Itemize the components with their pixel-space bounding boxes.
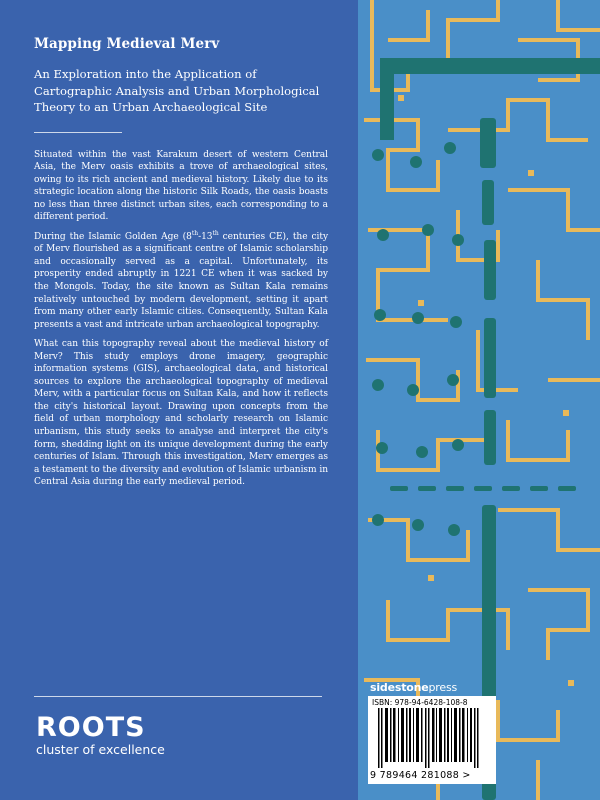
blurb-paragraph-3: What can this topography reveal about the medieval history of Merv? This study employs drone imagery, geographic information systems (GIS), archaeological data, and historical sources to explore the archaeological topography of medieval Merv, with a particular focus on Sultan Kala, and how it reflects the city's historical layout. Drawing upon concepts from the field of urban morphology and scholarly research on Islamic urbanism, this study seeks to analyse and interpret the city's form, shedding light on its unique development during the early centuries of Islam. Through this investigation, Merv emerges as a testament to the diversity and evolution of Islamic urbanism in Central Asia during the early medieval period. [34, 339, 328, 488]
site-plan-graphic [358, 0, 600, 800]
divider [34, 132, 122, 133]
map-illustration [358, 0, 600, 800]
blurb-paragraph-1: Situated within the vast Karakum desert of western Central Asia, the Merv oasis exhibits a trove of archaeological sites, owing to its rich ancient and medieval history. Likely due to its strategic location along the historic Silk Roads, the oasis boasts no less than three distinct urban sites, each corresponding to a different period. [34, 149, 328, 223]
back-cover-text [34, 36, 328, 496]
barcode-digits: 9 789464 281088 > [370, 770, 471, 781]
logo-subtitle: cluster of excellence [36, 742, 165, 757]
blurb-paragraph-2: During the Islamic Golden Age (8th-13th centuries CE), the city of Merv flourished as a significant centre of Islamic scholarship and occasionally served as a capital. Unfortunately, its prosperity ended abruptly in 1221 CE when it was sacked by the Mongols. Today, the site known as Sultan Kala remains relatively untouched by modern development, setting it apart from many other early Islamic cities. Consequently, Sultan Kala presents a vast and intricate urban archaeological topography. [34, 229, 328, 330]
isbn-label: ISBN: 978-94-6428-108-8 [372, 698, 468, 707]
isbn-barcode [368, 696, 496, 784]
logo-wordmark: ROOTS [36, 712, 146, 743]
book-title: Mapping Medieval Merv [34, 36, 220, 52]
barcode-icon [372, 708, 492, 768]
publisher-logo: sidestonepress [370, 681, 458, 694]
roots-logo [36, 714, 165, 758]
divider [34, 696, 322, 697]
book-subtitle: An Exploration into the Application of Cartographic Analysis and Urban Morphological Theory to an Urban Archaeological Site [34, 67, 320, 114]
